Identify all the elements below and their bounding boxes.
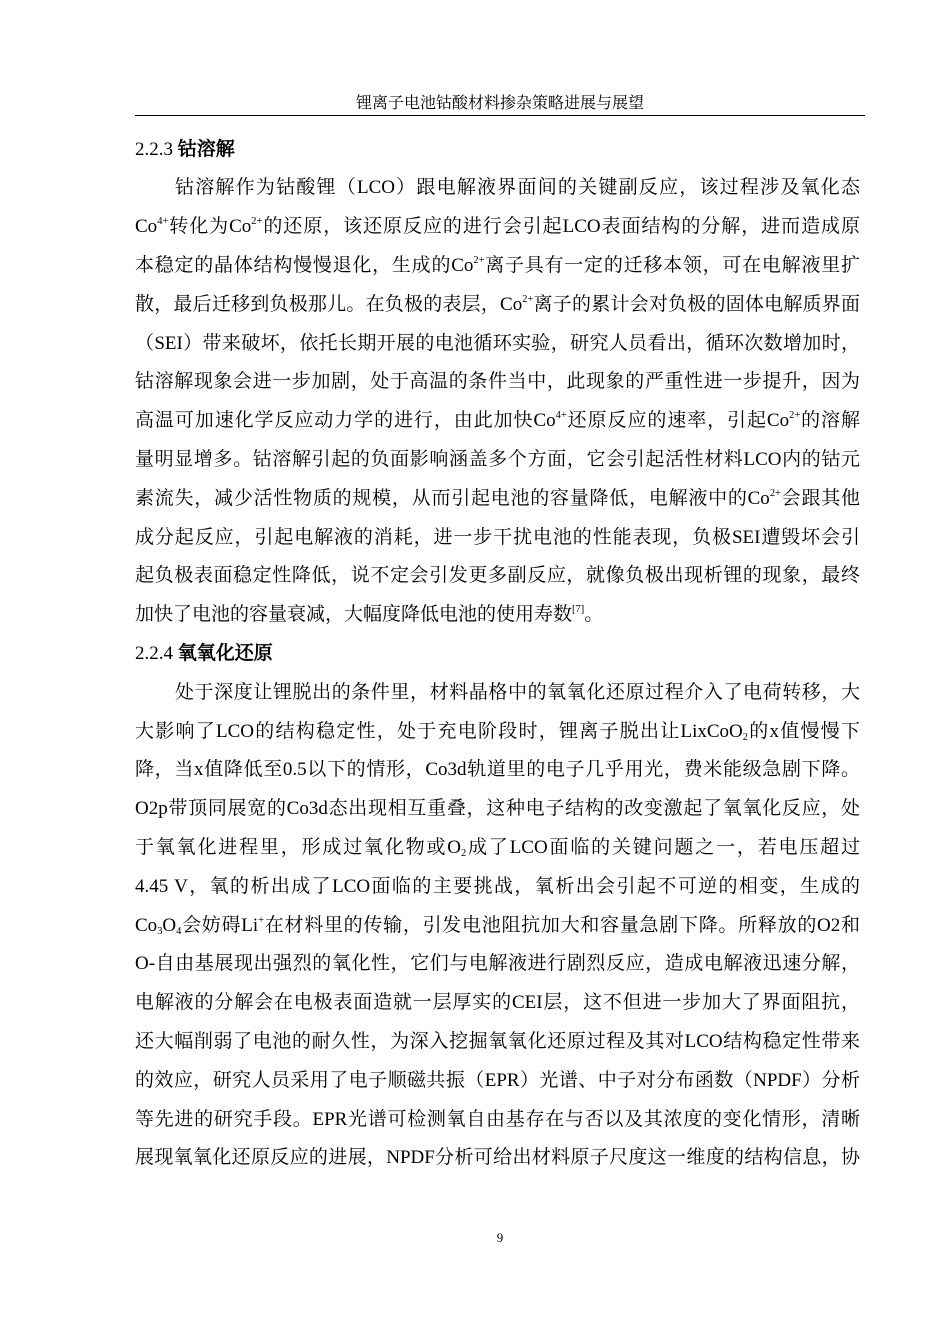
page-body bbox=[135, 131, 860, 1179]
text-line bbox=[135, 247, 860, 286]
page-number: 9 bbox=[496, 1230, 504, 1245]
text-line bbox=[135, 945, 860, 984]
text-run: O-自由基展现出强烈的氧化性，它们与电解液进行剧烈反应，造成电解液迅速分解， bbox=[135, 953, 860, 975]
text-run: 加快了电池的容量衰减，大幅度降低电池的使用寿数 bbox=[135, 604, 573, 626]
section-heading-2-2-4 bbox=[135, 635, 860, 674]
section-title: 钴溶解 bbox=[177, 138, 235, 160]
text-run: 的x值慢慢下 bbox=[748, 720, 860, 742]
text-run: 钴溶解作为钴酸锂（LCO）跟电解液界面间的关键副反应，该过程涉及氧化态 bbox=[175, 177, 860, 199]
text-run: 展现氧氧化还原反应的进展，NPDF分析可给出材料原子尺度这一维度的结构信息，协 bbox=[135, 1147, 860, 1169]
superscript: 4+ bbox=[555, 410, 567, 422]
text-line bbox=[135, 1101, 860, 1140]
text-line bbox=[135, 325, 860, 364]
text-run: 转化为Co bbox=[168, 216, 252, 238]
text-run: 大影响了LCO的结构稳定性，处于充电阶段时，锂离子脱出让LixCoO bbox=[135, 720, 743, 742]
text-run: 高温可加速化学反应动力学的进行，由此加快Co bbox=[135, 410, 556, 432]
superscript: 2+ bbox=[473, 255, 485, 267]
text-line bbox=[135, 907, 860, 946]
text-line bbox=[135, 441, 860, 480]
text-run: （SEI）带来破坏，依托长期开展的电池循环实验，研究人员看出，循环次数增加时， bbox=[135, 332, 860, 354]
text-line bbox=[135, 402, 860, 441]
running-header bbox=[135, 91, 865, 117]
text-line bbox=[135, 1023, 860, 1062]
paragraph-cobalt-dissolution bbox=[135, 169, 860, 635]
text-line bbox=[135, 480, 860, 519]
superscript: 2+ bbox=[769, 487, 781, 499]
text-run: 还原反应的速率，引起Co bbox=[566, 410, 790, 432]
text-run: 成分起反应，引起电解液的消耗，进一步干扰电池的性能表现，负极SEI遭毁坏会引 bbox=[135, 526, 860, 548]
text-run: O2p带顶同展宽的Co3d态出现相互重叠，这种电子结构的改变激起了氧氧化反应，处 bbox=[135, 798, 860, 820]
superscript: + bbox=[258, 914, 265, 926]
section-number: 2.2.4 bbox=[135, 642, 173, 664]
text-run: 钴溶解现象会进一步加剧，处于高温的条件当中，此现象的严重性进一步提升，因为 bbox=[135, 371, 860, 393]
text-run: 电解液的分解会在电极表面造就一层厚实的CEI层，这不但进一步加大了界面阻抗， bbox=[135, 992, 860, 1014]
superscript: [7] bbox=[572, 604, 585, 616]
text-run: 的溶解 bbox=[800, 410, 860, 432]
text-run: 还大幅削弱了电池的耐久性，为深入挖掘氧氧化还原过程及其对LCO结构稳定性带来 bbox=[135, 1030, 860, 1052]
text-line bbox=[135, 1139, 860, 1178]
paragraph-oxygen-redox bbox=[135, 674, 860, 1178]
text-run: O bbox=[162, 914, 177, 936]
section-title: 氧氧化还原 bbox=[177, 642, 273, 664]
text-run: 降，当x值降低至0.5以下的情形，Co3d轨道里的电子几乎用光，费米能级急剧下降。 bbox=[135, 759, 860, 781]
text-run: 本稳定的晶体结构慢慢退化，生成的Co bbox=[135, 254, 474, 276]
text-run: 离子具有一定的迁移本领，可在电解液里扩 bbox=[484, 254, 860, 276]
text-run: 起负极表面稳定性降低，说不定会引发更多副反应，就像负极出现析锂的现象，最终 bbox=[135, 565, 860, 587]
text-line bbox=[135, 751, 860, 790]
text-run: 。 bbox=[584, 604, 604, 626]
section-heading-2-2-3 bbox=[135, 131, 860, 170]
text-line bbox=[135, 363, 860, 402]
superscript: 2+ bbox=[251, 216, 263, 228]
text-line bbox=[135, 557, 860, 596]
text-run: 素流失，减少活性物质的规模，从而引起电池的容量降低，电解液中的Co bbox=[135, 487, 770, 509]
text-line bbox=[135, 169, 860, 208]
subscript: 3 bbox=[157, 925, 163, 937]
text-run: 在材料里的传输，引发电池阻抗加大和容量急剧下降。所释放的O2和 bbox=[264, 914, 860, 936]
text-run: 处于深度让锂脱出的条件里，材料晶格中的氧氧化还原过程介入了电荷转移，大 bbox=[175, 681, 860, 703]
subscript: 2 bbox=[742, 731, 748, 743]
header-rule bbox=[135, 115, 865, 116]
text-line bbox=[135, 596, 860, 635]
text-line bbox=[135, 1062, 860, 1101]
section-number: 2.2.3 bbox=[135, 138, 173, 160]
superscript: 2+ bbox=[789, 410, 801, 422]
text-line bbox=[135, 790, 860, 829]
text-line bbox=[135, 286, 860, 325]
text-line bbox=[135, 829, 860, 868]
text-run: 等先进的研究手段。EPR光谱可检测氧自由基存在与否以及其浓度的变化情形，清晰 bbox=[135, 1108, 860, 1130]
subscript: 2 bbox=[461, 848, 467, 860]
text-line bbox=[135, 208, 860, 247]
superscript: 2+ bbox=[522, 293, 534, 305]
text-run: 散，最后迁移到负极那儿。在负极的表层，Co bbox=[135, 293, 523, 315]
superscript: 4+ bbox=[157, 216, 169, 228]
subscript: 4 bbox=[176, 925, 182, 937]
text-run: 的还原，该还原反应的进行会引起LCO表面结构的分解，进而造成原 bbox=[262, 216, 860, 238]
text-run: 会跟其他 bbox=[780, 487, 860, 509]
text-line bbox=[135, 984, 860, 1023]
text-run: 的效应，研究人员采用了电子顺磁共振（EPR）光谱、中子对分布函数（NPDF）分析 bbox=[135, 1069, 860, 1091]
running-header-title: 锂离子电池钴酸材料掺杂策略进展与展望 bbox=[355, 95, 644, 112]
text-line bbox=[135, 713, 860, 752]
text-line bbox=[135, 519, 860, 558]
text-run: 4.45 V，氧的析出成了LCO面临的主要挑战，氧析出会引起不可逆的相变，生成的 bbox=[135, 875, 860, 897]
text-run: Co bbox=[135, 216, 158, 238]
text-run: 量明显增多。钴溶解引起的负面影响涵盖多个方面，它会引起活性材料LCO内的钴元 bbox=[135, 448, 860, 470]
text-line bbox=[135, 868, 860, 907]
text-run: 离子的累计会对负极的固体电解质界面 bbox=[533, 293, 860, 315]
text-line bbox=[135, 674, 860, 713]
text-run: 于氧氧化进程里，形成过氧化物或O bbox=[135, 836, 462, 858]
text-run: 成了LCO面临的关键问题之一，若电压超过 bbox=[466, 836, 860, 858]
text-run: Co bbox=[135, 914, 158, 936]
text-run: 会妨碍Li bbox=[181, 914, 259, 936]
